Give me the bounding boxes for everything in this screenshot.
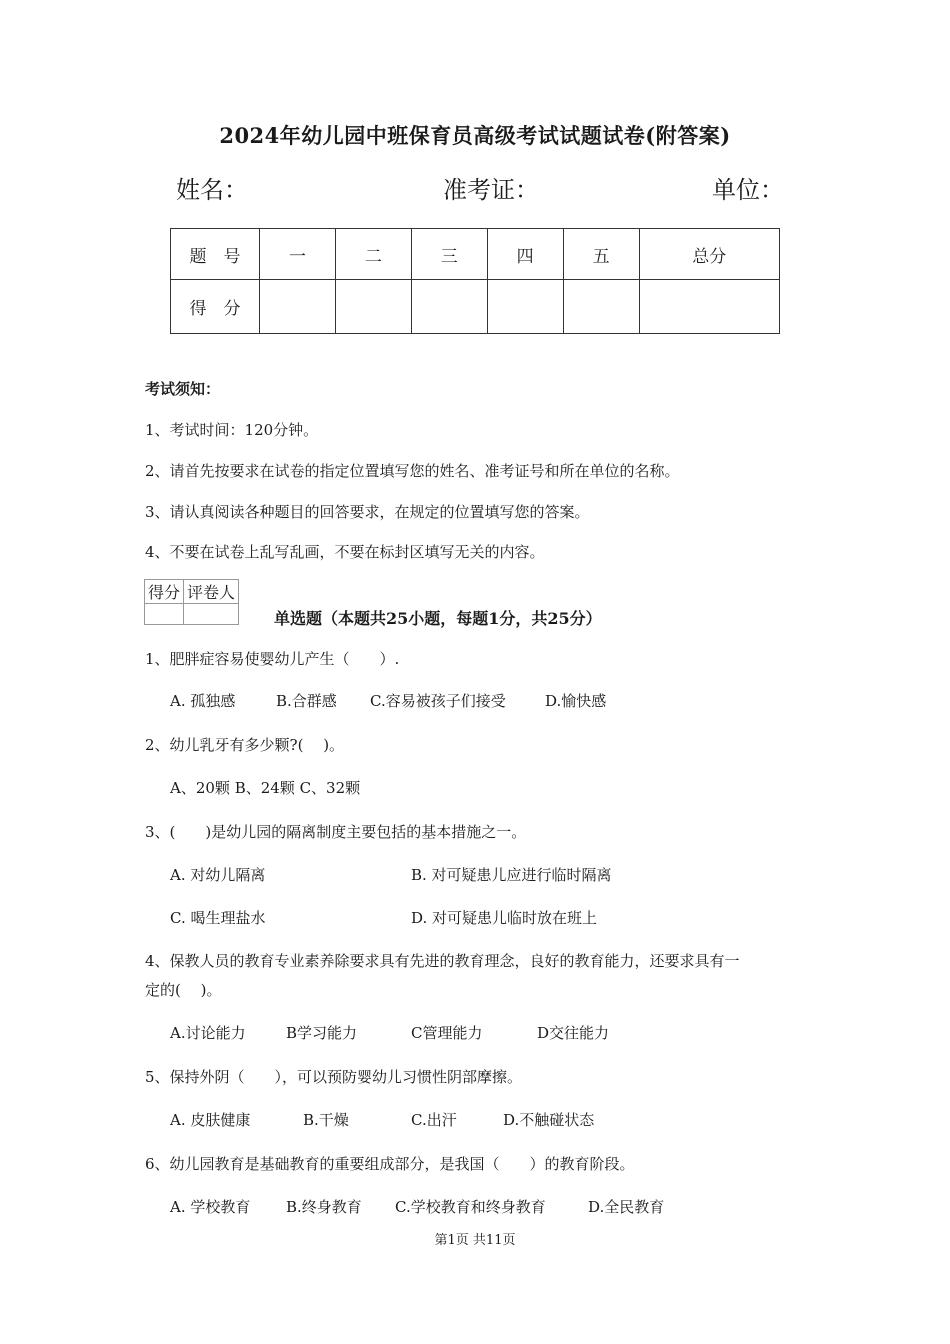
question-stem: 5、保持外阴（ ），可以预防婴幼儿习惯性阴部摩擦。	[145, 1068, 523, 1086]
column-header: 总分	[639, 229, 779, 280]
unit-field-label: 单位：	[712, 176, 784, 204]
option: A. 孤独感	[170, 692, 236, 710]
exam-id-field-label: 准考证：	[443, 176, 539, 204]
section-title: 单选题（本题共25小题，每题1分，共25分）	[274, 609, 602, 628]
question-stem: 1、肥胖症容易使婴幼儿产生（ ）.	[145, 650, 400, 668]
option: D.不触碰状态	[503, 1111, 595, 1129]
option: B.合群感	[276, 692, 337, 710]
question-stem: 2、幼儿乳牙有多少颗?( )。	[145, 736, 345, 754]
column-header: 一	[260, 229, 336, 280]
page-title: 2024年幼儿园中班保育员高级考试试题试卷(附答案)	[219, 123, 731, 148]
header-label: 题 号	[171, 229, 260, 280]
score-cell	[411, 280, 487, 334]
score-table-header-row	[171, 229, 780, 280]
column-header: 二	[335, 229, 411, 280]
column-header: 五	[563, 229, 639, 280]
option: B.终身教育	[286, 1198, 362, 1216]
notice-item: 2、请首先按要求在试卷的指定位置填写您的姓名、准考证号和所在单位的名称。	[145, 462, 680, 480]
score-table-score-row	[171, 280, 780, 334]
score-table	[170, 228, 780, 334]
option: A、20颗 B、24颗 C、32颗	[170, 779, 361, 797]
name-field-label: 姓名：	[176, 176, 248, 204]
score-cell	[487, 280, 563, 334]
score-label: 得 分	[171, 280, 260, 334]
option: D交往能力	[537, 1024, 610, 1042]
notice-item: 4、不要在试卷上乱写乱画，不要在标封区填写无关的内容。	[145, 543, 545, 561]
option: A.讨论能力	[170, 1024, 246, 1042]
grader-name-label: 评卷人	[184, 580, 239, 604]
option: C. 喝生理盐水	[170, 909, 266, 927]
option: B. 对可疑患儿应进行临时隔离	[411, 866, 612, 884]
grader-box	[144, 579, 239, 625]
option: D. 对可疑患儿临时放在班上	[411, 909, 598, 927]
option: D.全民教育	[588, 1198, 665, 1216]
option: C.出汗	[411, 1111, 457, 1129]
option: B.干燥	[303, 1111, 349, 1129]
column-header: 四	[487, 229, 563, 280]
option: A. 对幼儿隔离	[170, 866, 266, 884]
score-cell	[563, 280, 639, 334]
score-cell	[260, 280, 336, 334]
option: A. 学校教育	[170, 1198, 251, 1216]
page-footer: 第1页 共11页	[434, 1233, 516, 1248]
grader-name-cell	[184, 604, 239, 625]
option: A. 皮肤健康	[170, 1111, 251, 1129]
question-stem: 3、( )是幼儿园的隔离制度主要包括的基本措施之一。	[145, 823, 527, 841]
score-cell	[335, 280, 411, 334]
question-stem-continued: 定的( )。	[145, 981, 222, 999]
grader-score-cell	[145, 604, 184, 625]
score-cell	[639, 280, 779, 334]
option: C管理能力	[411, 1024, 483, 1042]
column-header: 三	[411, 229, 487, 280]
notice-item: 1、考试时间：120分钟。	[145, 421, 319, 439]
option: B学习能力	[286, 1024, 358, 1042]
option: D.愉快感	[545, 692, 607, 710]
grader-score-label: 得分	[145, 580, 184, 604]
question-stem: 6、幼儿园教育是基础教育的重要组成部分，是我国（ ）的教育阶段。	[145, 1155, 635, 1173]
option: C.容易被孩子们接受	[370, 692, 506, 710]
option: C.学校教育和终身教育	[395, 1198, 546, 1216]
notice-heading: 考试须知：	[145, 380, 221, 398]
notice-item: 3、请认真阅读各种题目的回答要求，在规定的位置填写您的答案。	[145, 503, 590, 521]
question-stem: 4、保教人员的教育专业素养除要求具有先进的教育理念，良好的教育能力，还要求具有一	[145, 952, 740, 970]
